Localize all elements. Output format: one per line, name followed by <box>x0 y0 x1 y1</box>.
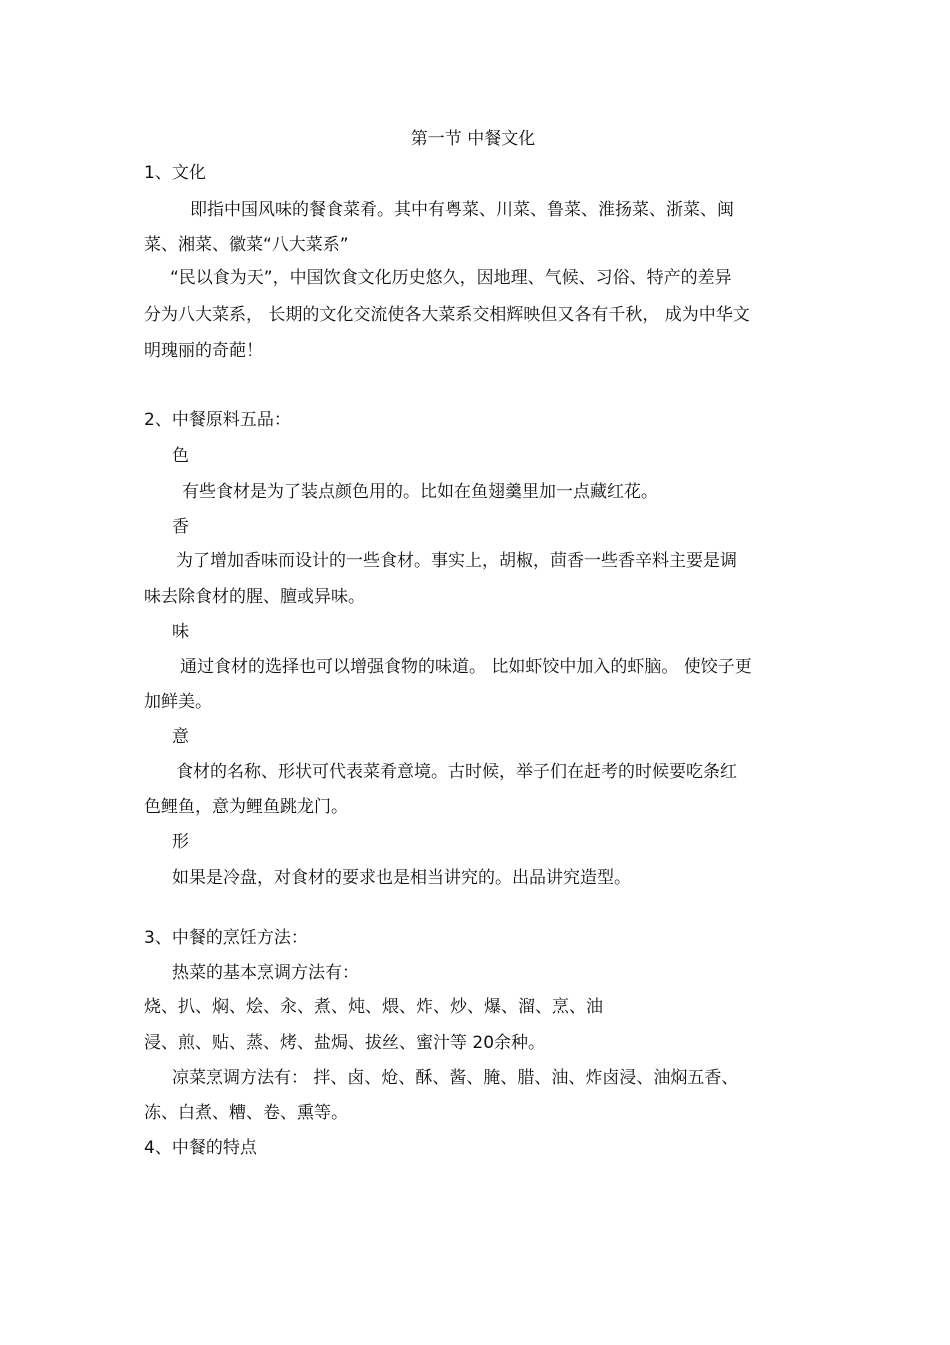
paragraph-line: 菜、湘菜、徽菜“八大菜系” <box>144 235 349 255</box>
paragraph-line: 凉菜烹调方法有： 拌、卤、炝、酥、酱、腌、腊、油、炸卤浸、油焖五香、 <box>172 1068 739 1088</box>
heading-cooking-methods: 3、中餐的烹饪方法： <box>144 928 308 948</box>
paragraph-line: 浸、煎、贴、蒸、烤、盐焗、拔丝、蜜汁等 20余种。 <box>144 1033 546 1053</box>
paragraph-line: 味去除食材的腥、膻或异味。 <box>144 587 365 607</box>
paragraph-line: 如果是冷盘，对食材的要求也是相当讲究的。出品讲究造型。 <box>172 868 631 888</box>
heading-five-qualities: 2、中餐原料五品： <box>144 410 291 430</box>
subheading-aroma: 香 <box>172 517 189 537</box>
section-title: 第一节 中餐文化 <box>410 129 536 149</box>
paragraph-line: 食材的名称、形状可代表菜肴意境。古时候，举子们在赶考的时候要吃条红 <box>176 762 737 782</box>
paragraph-line: 烧、扒、焖、烩、汆、煮、炖、煨、炸、炒、爆、溜、烹、油 <box>144 997 603 1017</box>
paragraph-line: 冻、白煮、糟、卷、熏等。 <box>144 1103 348 1123</box>
paragraph-line: 即指中国风味的餐食菜肴。其中有粤菜、川菜、鲁菜、淮扬菜、浙菜、闽 <box>190 200 734 220</box>
subheading-color: 色 <box>172 446 189 466</box>
paragraph-line: 通过食材的选择也可以增强食物的味道。 比如虾饺中加入的虾脑。 使饺子更 <box>180 657 752 677</box>
paragraph-line: “民以食为天”，中国饮食文化历史悠久，因地理、气候、习俗、特产的差异 <box>170 268 732 288</box>
paragraph-line: 热菜的基本烹调方法有： <box>172 963 359 983</box>
heading-features: 4、中餐的特点 <box>144 1138 257 1158</box>
paragraph-line: 为了增加香味而设计的一些食材。事实上，胡椒，茴香一些香辛料主要是调 <box>176 551 737 571</box>
paragraph-line: 色鲤鱼，意为鲤鱼跳龙门。 <box>144 797 348 817</box>
subheading-taste: 味 <box>172 622 189 642</box>
subheading-meaning: 意 <box>172 727 189 747</box>
heading-culture: 1、文化 <box>144 163 206 183</box>
paragraph-line: 加鲜美。 <box>144 692 212 712</box>
subheading-shape: 形 <box>172 832 189 852</box>
paragraph-line: 明瑰丽的奇葩！ <box>144 341 263 361</box>
paragraph-line: 分为八大菜系， 长期的文化交流使各大菜系交相辉映但又各有千秋， 成为中华文 <box>144 305 750 325</box>
paragraph-line: 有些食材是为了装点颜色用的。比如在鱼翅羹里加一点藏红花。 <box>182 482 658 502</box>
